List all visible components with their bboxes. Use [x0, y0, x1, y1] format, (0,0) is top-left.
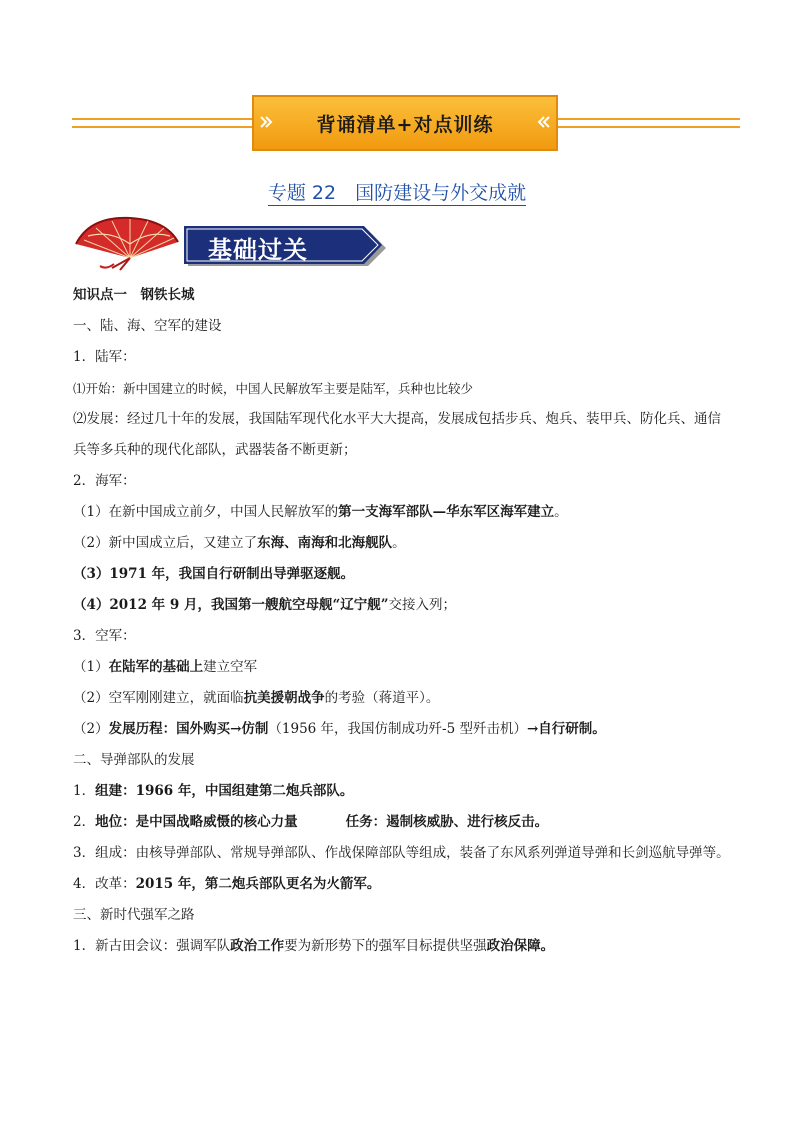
fan-icon: [70, 214, 188, 272]
missile-item-4: [73, 869, 733, 900]
navy-item-4: [73, 590, 733, 621]
text-run: 4．改革：: [73, 876, 136, 892]
text-run-bold: （4）2012 年 9 月，我国第一艘航空母舰“辽宁舰”: [73, 597, 389, 613]
header-banner: [252, 95, 558, 151]
missile-item-2: [73, 807, 733, 838]
text-run: 建立空军: [203, 659, 258, 675]
double-chevron-left-icon: [534, 113, 552, 131]
text-run: （1）: [73, 659, 109, 675]
section-heading: 三、新时代强军之路: [73, 907, 195, 923]
text-run: 的考验（蒋道平）。: [324, 690, 440, 706]
text-run: （2）: [73, 721, 109, 737]
text-run-bold: 东海、南海和北海舰队: [257, 535, 393, 551]
text-run: 1．: [73, 783, 96, 799]
missile-item-1: [73, 776, 733, 807]
section-tag: [184, 226, 388, 268]
missile-item-3: 3．组成：由核导弹部队、常规导弹部队、作战保障部队等组成，装备了东风系列弹道导弹和长剑巡航导弹等。: [73, 845, 730, 861]
text-run: 1．新古田会议：强调军队: [73, 938, 231, 954]
navy-item-3: （3）1971 年，我国自行研制出导弹驱逐舰。: [73, 566, 355, 582]
banner-title: 背诵清单+对点训练: [316, 113, 494, 136]
text-run-bold: 抗美援朝战争: [243, 690, 325, 706]
text-run: 。: [392, 535, 406, 551]
text-run: 交接入列；: [388, 597, 456, 613]
knowledge-point-title: 知识点一 钢铁长城: [73, 287, 195, 303]
text-run: 。: [554, 504, 568, 520]
text-run-bold: 政治工作: [230, 938, 285, 954]
text-run-bold: 发展历程：国外购买→仿制: [108, 721, 269, 737]
newera-item-1: [73, 931, 733, 962]
section-heading: 二、导弹部队的发展: [73, 752, 195, 768]
text-run-bold: 组建：1966 年，中国组建第二炮兵部队。: [95, 783, 354, 799]
text-run: （2）空军刚刚建立，就面临: [73, 690, 244, 706]
text-run: （1）在新中国成立前夕，中国人民解放军的: [73, 504, 339, 520]
text-run-bold: 在陆军的基础上: [108, 659, 204, 675]
subheading-army: 1．陆军：: [73, 349, 136, 365]
text-run-bold: →自行研制。: [527, 721, 606, 737]
text-run-bold: 2015 年，第二炮兵部队更名为火箭军。: [135, 876, 381, 892]
page-title-text: 专题 22 国防建设与外交成就: [267, 182, 527, 204]
air-item-2: [73, 683, 733, 714]
text-run: 要为新形势下的强军目标提供坚强: [284, 938, 487, 954]
subheading-navy: 2．海军：: [73, 473, 136, 489]
text-run: （2）新中国成立后，又建立了: [73, 535, 258, 551]
air-item-3: [73, 714, 733, 745]
text-run-bold: 任务：遏制核威胁、进行核反击。: [345, 814, 549, 830]
section-tag-label: 基础过关: [208, 235, 308, 264]
text-run: 2．: [73, 814, 96, 830]
text-run-bold: 地位：是中国战略威慑的核心力量: [95, 814, 298, 830]
army-item-2: ⑵发展：经过几十年的发展，我国陆军现代化水平大大提高，发展成包括步兵、炮兵、装甲兵、防化兵、通信兵等多兵种的现代化部队，武器装备不断更新；: [73, 411, 721, 458]
text-run-bold: 第一支海军部队—华东军区海军建立: [338, 504, 555, 520]
army-item-1: ⑴开始：新中国建立的时候，中国人民解放军主要是陆军，兵种也比较少: [73, 381, 474, 396]
navy-item-2: [73, 528, 733, 559]
section-heading: 一、陆、海、空军的建设: [73, 318, 222, 334]
text-run: （1956 年，我国仿制成功歼-5 型歼击机）: [268, 721, 527, 737]
subheading-airforce: 3．空军：: [73, 628, 136, 644]
document-body: [73, 280, 733, 962]
double-chevron-right-icon: [258, 113, 276, 131]
air-item-1: [73, 652, 733, 683]
text-run-bold: 政治保障。: [486, 938, 555, 954]
page-title: [0, 178, 794, 205]
navy-item-1: [73, 497, 733, 528]
